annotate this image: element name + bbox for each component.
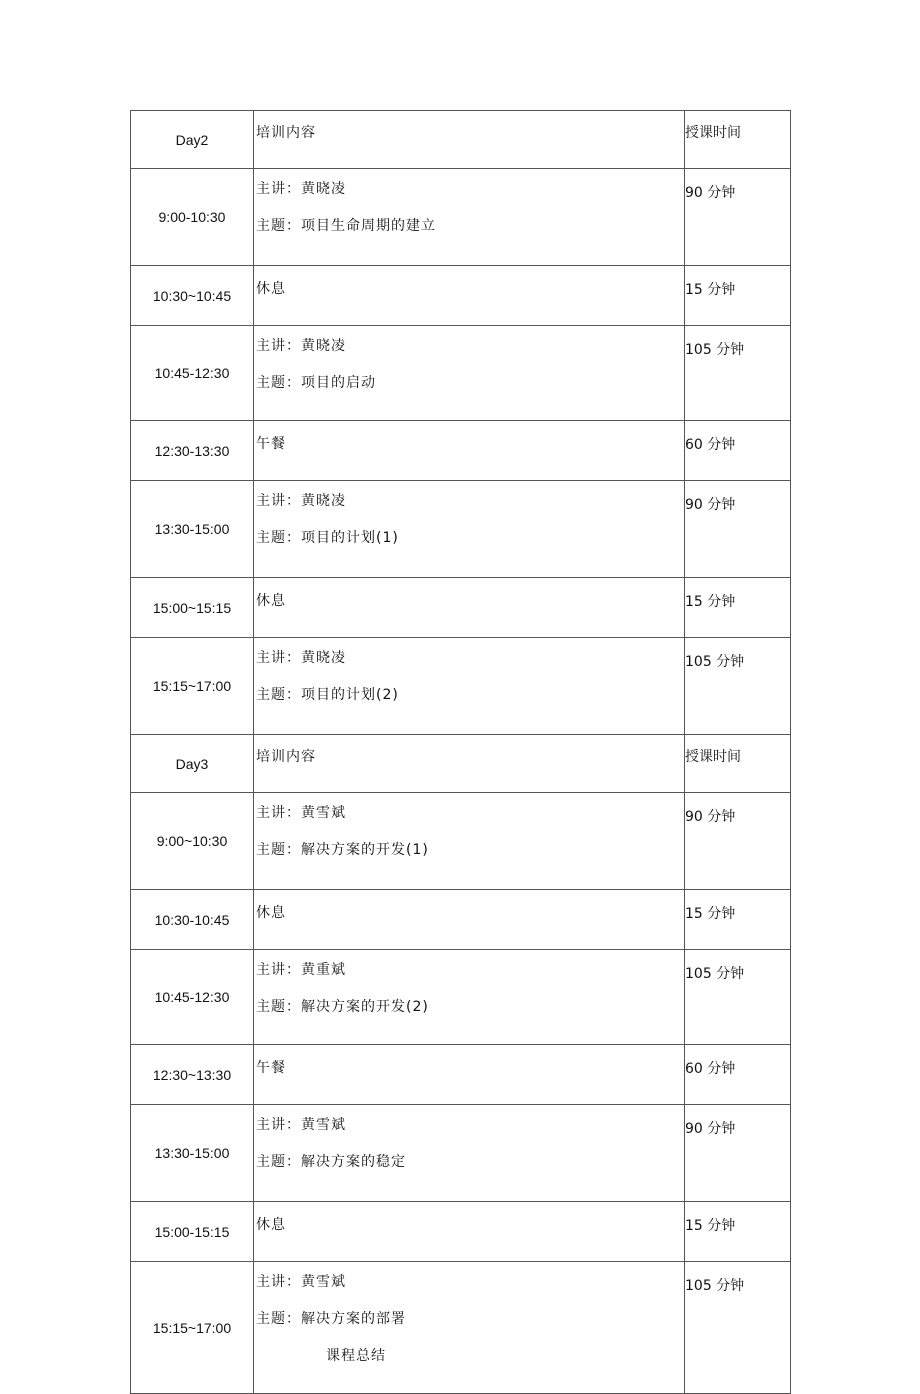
duration-cell: 60 分钟 [685,1045,791,1105]
table-row [131,1105,791,1202]
speaker-line: 主讲：黄雪斌 [256,805,346,821]
time-cell: 9:00-10:30 [131,169,254,266]
content-cell [254,638,685,735]
topic-line: 主题：项目的启动 [256,375,376,391]
duration-cell: 105 分钟 [685,950,791,1045]
duration-cell: 90 分钟 [685,169,791,266]
break-line: 休息 [256,1217,286,1233]
table-row-day2-header [131,111,791,169]
summary-line: 课程总结 [326,1348,386,1364]
day-label: Day2 [131,111,254,169]
table-row [131,578,791,638]
time-cell: 15:15~17:00 [131,1262,254,1394]
table-row [131,1045,791,1105]
duration-cell: 105 分钟 [685,326,791,421]
content-cell [254,266,685,326]
time-cell: 12:30-13:30 [131,421,254,481]
speaker-line: 主讲：黄雪斌 [256,1274,346,1290]
time-cell: 13:30-15:00 [131,1105,254,1202]
table-row [131,638,791,735]
content-cell [254,1105,685,1202]
time-cell: 15:00~15:15 [131,578,254,638]
topic-line: 主题：解决方案的稳定 [256,1154,406,1170]
time-cell: 15:00-15:15 [131,1202,254,1262]
time-cell: 10:45-12:30 [131,326,254,421]
duration-cell: 105 分钟 [685,1262,791,1394]
content-cell [254,169,685,266]
break-line: 休息 [256,593,286,609]
speaker-line: 主讲：黄重斌 [256,962,346,978]
table-row-day3-header [131,735,791,793]
speaker-line: 主讲：黄晓凌 [256,181,346,197]
content-cell [254,421,685,481]
time-cell: 15:15~17:00 [131,638,254,735]
break-line: 休息 [256,905,286,921]
topic-line: 主题：解决方案的开发(1) [256,842,429,858]
table-row [131,266,791,326]
duration-cell: 15 分钟 [685,1202,791,1262]
duration-cell: 15 分钟 [685,266,791,326]
content-cell [254,578,685,638]
duration-cell: 90 分钟 [685,793,791,890]
speaker-line: 主讲：黄雪斌 [256,1117,346,1133]
topic-line: 主题：项目的计划(2) [256,687,399,703]
duration-cell: 90 分钟 [685,1105,791,1202]
duration-header: 授课时间 [685,111,791,169]
topic-line: 主题：解决方案的开发(2) [256,999,429,1015]
speaker-line: 主讲：黄晓凌 [256,493,346,509]
duration-cell: 15 分钟 [685,890,791,950]
table-row [131,481,791,578]
table-row [131,1202,791,1262]
content-cell [254,481,685,578]
speaker-line: 主讲：黄晓凌 [256,650,346,666]
time-cell: 13:30-15:00 [131,481,254,578]
content-cell [254,950,685,1045]
time-cell: 10:30-10:45 [131,890,254,950]
content-cell [254,890,685,950]
topic-line: 主题：解决方案的部署 [256,1311,406,1327]
time-cell: 9:00~10:30 [131,793,254,890]
table-row [131,1262,791,1394]
speaker-line: 主讲：黄晓凌 [256,338,346,354]
content-cell [254,1202,685,1262]
content-header: 培训内容 [254,111,685,169]
time-cell: 10:30~10:45 [131,266,254,326]
duration-cell: 105 分钟 [685,638,791,735]
duration-cell: 90 分钟 [685,481,791,578]
table-row [131,950,791,1045]
table-row [131,169,791,266]
day-label: Day3 [131,735,254,793]
duration-cell: 15 分钟 [685,578,791,638]
time-cell: 12:30~13:30 [131,1045,254,1105]
table-row [131,890,791,950]
content-cell [254,1045,685,1105]
table-row [131,421,791,481]
content-header: 培训内容 [254,735,685,793]
lunch-line: 午餐 [256,1060,286,1076]
content-cell [254,793,685,890]
lunch-line: 午餐 [256,436,286,452]
table-row [131,326,791,421]
content-cell [254,1262,685,1394]
topic-line: 主题：项目生命周期的建立 [256,218,436,234]
duration-header: 授课时间 [685,735,791,793]
training-schedule-table [130,110,791,1394]
topic-line: 主题：项目的计划(1) [256,530,399,546]
break-line: 休息 [256,281,286,297]
table-row [131,793,791,890]
duration-cell: 60 分钟 [685,421,791,481]
content-cell [254,326,685,421]
time-cell: 10:45-12:30 [131,950,254,1045]
